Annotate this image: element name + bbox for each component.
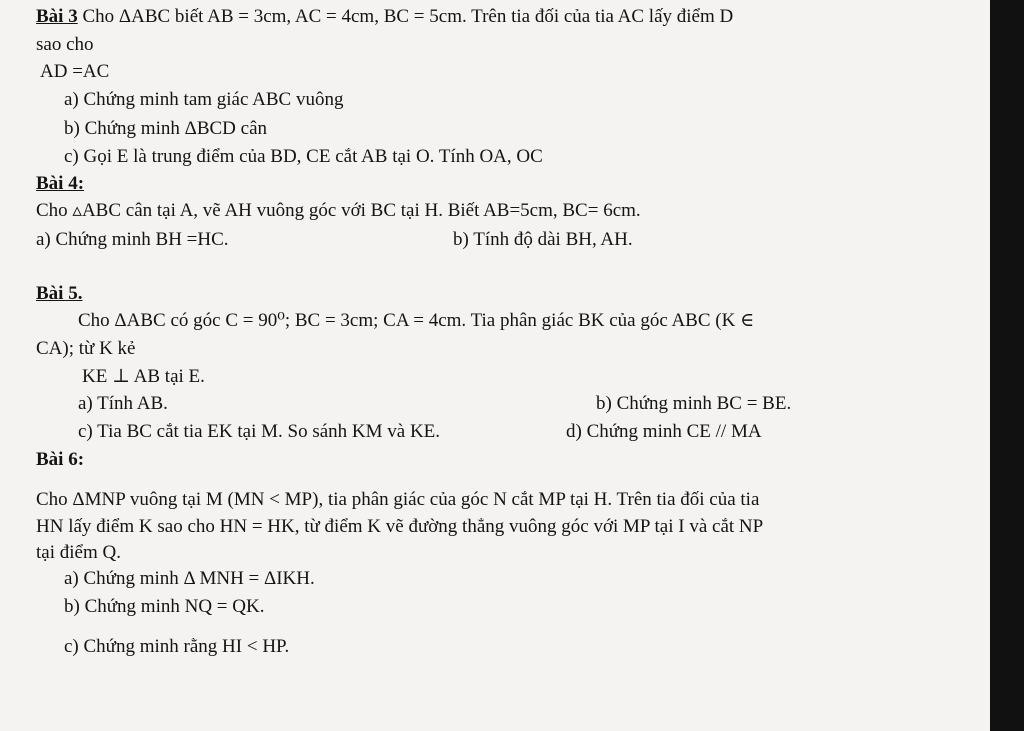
bai6-title: Bài 6:: [36, 449, 85, 470]
bai3-title: Bài 3: [36, 6, 78, 27]
bai5-intro: Cho ΔABC có góc C = 90⁰; BC = 3cm; CA = 4cm. Tia phân giác BK của góc ABC (K ∈: [78, 310, 755, 331]
bai5-part-c: c) Tia BC cắt tia EK tại M. So sánh KM và KE.: [78, 421, 441, 442]
bai3-part-a: a) Chứng minh tam giác ABC vuông: [64, 89, 344, 110]
bai3-part-b: b) Chứng minh ΔBCD cân: [64, 118, 268, 139]
bai6-part-c: c) Chứng minh rằng HI < HP.: [64, 636, 290, 657]
bai3-part-c: c) Gọi E là trung điểm của BD, CE cắt AB tại O. Tính OA, OC: [64, 146, 543, 167]
bai5-condition: KE ⊥ AB tại E.: [82, 366, 205, 387]
bai4-part-b: b) Tính độ dài BH, AH.: [453, 229, 633, 250]
bai5-part-d: d) Chứng minh CE // MA: [566, 421, 762, 442]
bai6-intro: Cho ΔMNP vuông tại M (MN < MP), tia phân giác của góc N cắt MP tại H. Trên tia đối của tia: [36, 489, 760, 510]
bai4-part-a: a) Chứng minh BH =HC.: [36, 229, 229, 250]
photo-dark-edge: [990, 0, 1024, 731]
bai5-part-b: b) Chứng minh BC = BE.: [596, 393, 792, 414]
bai6-part-a: a) Chứng minh Δ MNH = ΔIKH.: [64, 568, 315, 589]
bai3-heading-line: [36, 6, 733, 28]
bai3-condition: AD =AC: [40, 61, 110, 82]
bai5-title: Bài 5.: [36, 283, 83, 304]
bai3-intro: Cho ΔABC biết AB = 3cm, AC = 4cm, BC = 5cm. Trên tia đối của tia AC lấy điểm D: [77, 6, 734, 27]
bai6-intro-cont: HN lấy điểm K sao cho HN = HK, từ điểm K vẽ đường thẳng vuông góc với MP tại I và cắt NP: [36, 516, 764, 537]
bai5-intro-cont: CA); từ K kẻ: [36, 338, 136, 359]
bai6-intro-cont2: tại điểm Q.: [36, 542, 121, 563]
bai4-title: Bài 4:: [36, 173, 85, 194]
bai5-part-a: a) Tính AB.: [78, 393, 168, 414]
bai3-intro-cont: sao cho: [36, 34, 94, 55]
bai6-part-b: b) Chứng minh NQ = QK.: [64, 596, 265, 617]
bai4-intro: Cho ▵ABC cân tại A, vẽ AH vuông góc với BC tại H. Biết AB=5cm, BC= 6cm.: [36, 200, 641, 221]
